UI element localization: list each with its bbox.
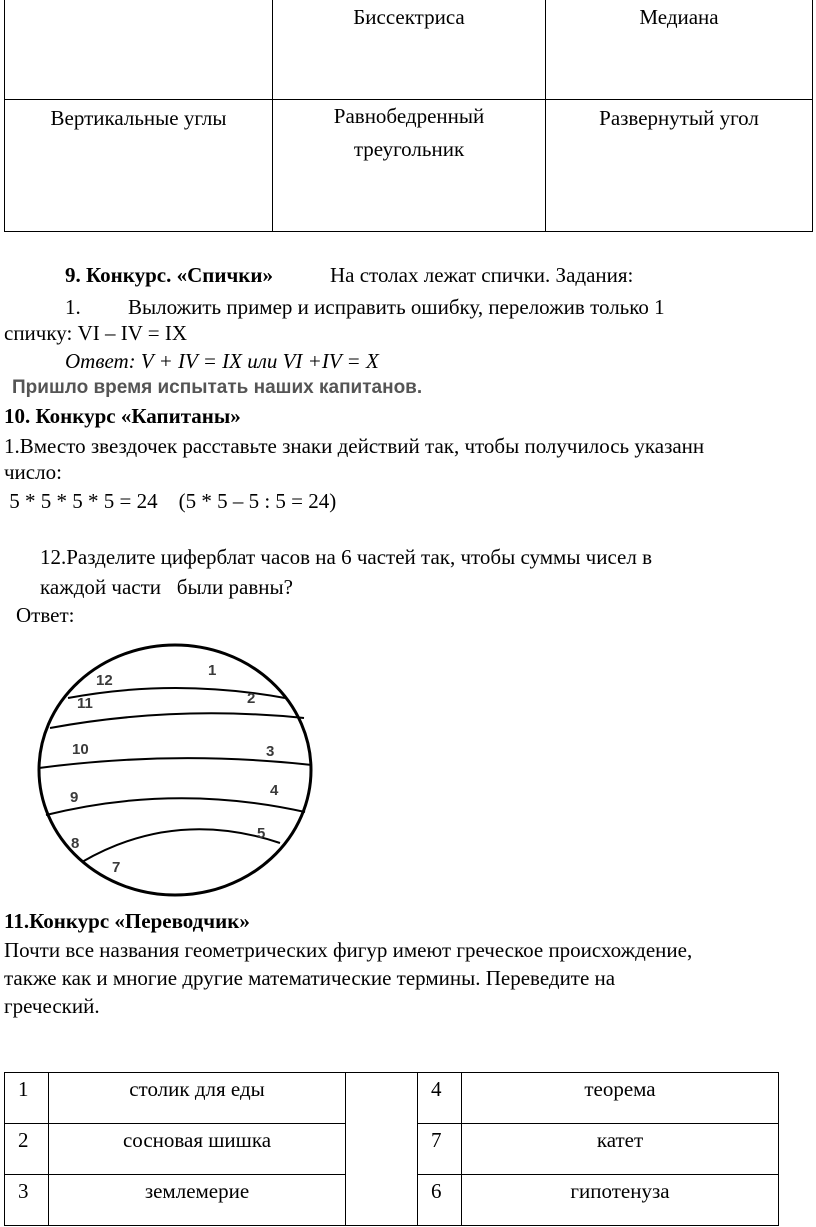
- clock-number: 8: [71, 835, 80, 852]
- clock-number: 3: [266, 743, 275, 760]
- contest11-line2: также как и многие другие математические термины. Переведите на: [4, 966, 616, 990]
- captains-note: Пришло время испытать наших капитанов.: [12, 377, 423, 398]
- table-cell: катет: [462, 1124, 779, 1175]
- contest10-task1-line2: число:: [4, 460, 62, 484]
- clock-number: 12: [96, 672, 113, 689]
- table-cell: Равнобедренный треугольник: [273, 100, 546, 232]
- clock-number: 2: [247, 690, 256, 707]
- table-cell: 3: [5, 1175, 49, 1226]
- contest11-line3: греческий.: [4, 994, 100, 1018]
- table-row: [5, 0, 813, 100]
- table-row: [5, 100, 813, 232]
- contest9-title: 9. Конкурс. «Спички»: [65, 263, 273, 287]
- table-row: [5, 1073, 779, 1124]
- table-cell: землемерие: [49, 1175, 346, 1226]
- divider-line: [50, 713, 304, 728]
- clock-number: 1: [208, 662, 217, 679]
- table-cell: Биссектриса: [273, 0, 546, 100]
- table-cell: теорема: [462, 1073, 779, 1124]
- clock-number: 4: [270, 782, 279, 799]
- clock-face: [39, 645, 311, 895]
- table-cell: сосновая шишка: [49, 1124, 346, 1175]
- contest10-task1-expr: 5 * 5 * 5 * 5 = 24 (5 * 5 – 5 : 5 = 24): [4, 489, 337, 513]
- table-cell: Вертикальные углы: [5, 100, 273, 232]
- contest10-task12-line1: 12.Разделите циферблат часов на 6 частей так, чтобы суммы чисел в: [40, 545, 653, 569]
- contest11-line1: Почти все названия геометрических фигур имеют греческое происхождение,: [4, 938, 693, 962]
- clock-number: 5: [257, 825, 266, 842]
- contest9-task-num: 1.: [65, 295, 81, 319]
- table-cell: 6: [418, 1175, 462, 1226]
- clock-number: 10: [72, 741, 89, 758]
- clock-number: 11: [77, 695, 93, 712]
- clock-number: 9: [70, 789, 79, 806]
- table-cell: [5, 0, 273, 100]
- contest11-title: 11.Конкурс «Переводчик»: [4, 909, 250, 933]
- contest9-intro: На столах лежат спички. Задания:: [330, 263, 634, 287]
- table-cell: Развернутый угол: [546, 100, 813, 232]
- clock-number: 7: [112, 859, 121, 876]
- translation-table: [4, 1072, 779, 1226]
- table-cell: 4: [418, 1073, 462, 1124]
- terms-table: [4, 0, 813, 232]
- table-cell: столик для еды: [49, 1073, 346, 1124]
- table-cell: 1: [5, 1073, 49, 1124]
- answer-label: Ответ:: [16, 603, 75, 627]
- contest10-task12-line2: каждой части были равны?: [40, 575, 293, 599]
- contest10-task1-line1: 1.Вместо звездочек расставьте знаки действий так, чтобы получилось указанн: [4, 434, 705, 458]
- contest9-task-text2: спичку: VI – IV = IX: [4, 321, 188, 345]
- divider-line: [46, 798, 305, 815]
- divider-line: [82, 829, 280, 862]
- clock-diagram: [30, 640, 320, 900]
- contest9-answer: Ответ: V + IV = IX или VI +IV = X: [65, 349, 379, 373]
- contest10-title: 10. Конкурс «Капитаны»: [4, 404, 241, 428]
- table-cell: гипотенуза: [462, 1175, 779, 1226]
- table-cell: Медиана: [546, 0, 813, 100]
- table-gap-cell: [346, 1073, 418, 1226]
- table-cell: 7: [418, 1124, 462, 1175]
- contest9-task-text: Выложить пример и исправить ошибку, переложив только 1: [128, 295, 665, 319]
- table-cell: 2: [5, 1124, 49, 1175]
